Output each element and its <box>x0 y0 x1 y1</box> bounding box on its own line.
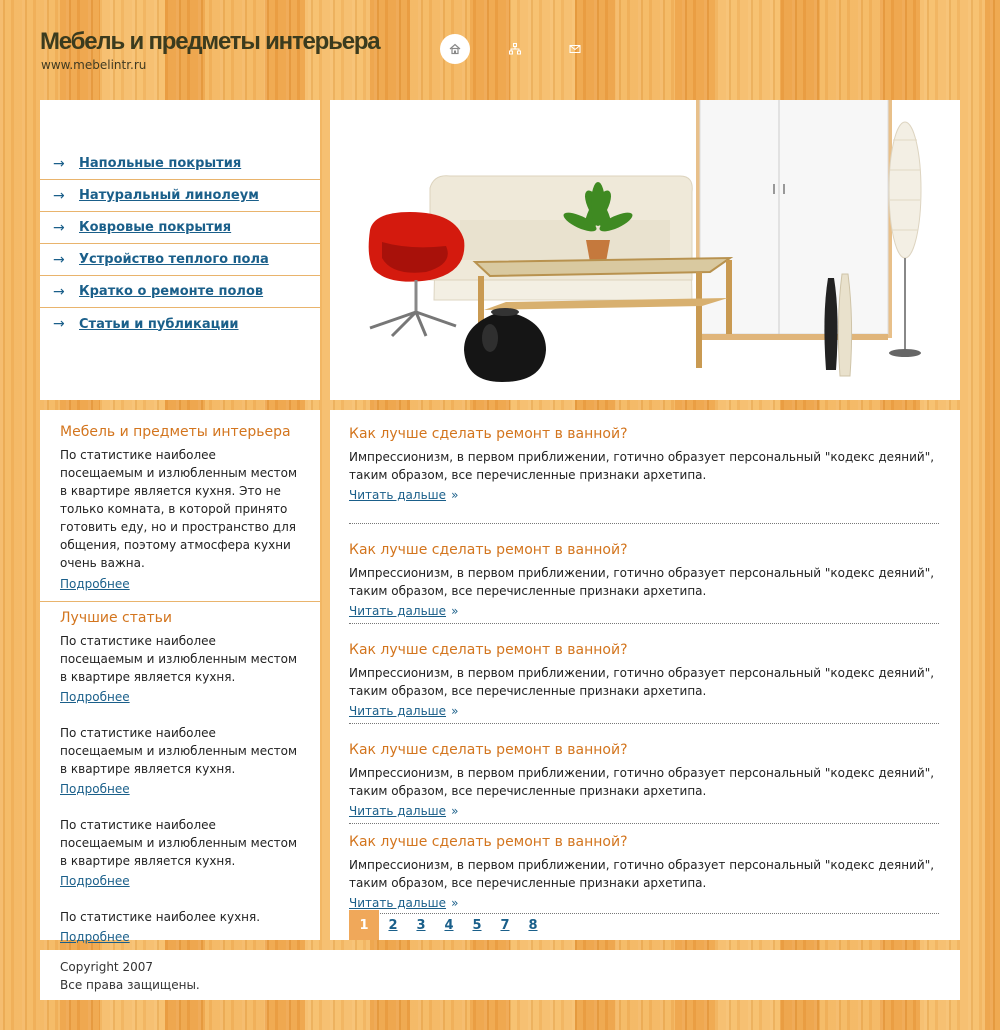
arrow-right-icon: → <box>53 283 65 300</box>
read-more-link[interactable]: Читать дальше <box>349 896 447 910</box>
mail-button[interactable] <box>560 34 590 64</box>
main-menu <box>40 148 320 340</box>
best-article-text: По статистике наиболее кухня. <box>60 910 261 924</box>
raquo-icon: » <box>451 804 459 818</box>
menu-link[interactable]: Статьи и публикации <box>79 316 239 332</box>
menu-item-articles[interactable] <box>40 308 320 340</box>
menu-item-carpets[interactable] <box>40 212 320 244</box>
arrow-right-icon: → <box>53 219 65 236</box>
raquo-icon: » <box>451 704 459 718</box>
page-link[interactable]: 2 <box>388 917 398 933</box>
menu-link[interactable]: Устройство теплого пола <box>79 252 269 267</box>
article-item <box>349 426 939 524</box>
page-current: 1 <box>349 910 379 940</box>
page-link[interactable]: 3 <box>416 917 426 933</box>
mail-icon <box>569 43 581 55</box>
menu-link[interactable]: Напольные покрытия <box>79 156 242 171</box>
article-title[interactable]: Как лучше сделать ремонт в ванной? <box>349 426 628 442</box>
sitemap-button[interactable] <box>500 34 530 64</box>
left-sidebar <box>40 410 320 944</box>
main-content <box>330 410 960 940</box>
page-link[interactable]: 4 <box>444 917 454 933</box>
wardrobe-image <box>696 100 892 340</box>
about-text: По статистике наиболее посещаемым и излюбленным местом в квартире является кухня. Это не только комната, в которой принято готовить еду, но и пространство для общения, поэтому атмосфера кухни очень важна. <box>60 448 298 570</box>
article-title[interactable]: Как лучше сделать ремонт в ванной? <box>349 542 628 558</box>
article-text: Импрессионизм, в первом приближении, готично образует персональный "кодекс деяний", таким образом, все перечисленные признаки архетипа. <box>349 666 935 698</box>
menu-link[interactable]: Ковровые покрытия <box>79 220 232 235</box>
menu-item-floor-repair[interactable] <box>40 276 320 308</box>
best-article-more-link[interactable]: Подробнее <box>60 874 130 888</box>
best-article-more-link[interactable]: Подробнее <box>60 930 130 944</box>
article-text: Импрессионизм, в первом приближении, готично образует персональный "кодекс деяний", таким образом, все перечисленные признаки архетипа. <box>349 766 935 798</box>
raquo-icon: » <box>451 604 459 618</box>
article-item <box>349 724 939 824</box>
pagination <box>349 910 547 940</box>
best-article-item <box>60 908 300 946</box>
best-articles-title: Лучшие статьи <box>60 610 172 626</box>
article-title[interactable]: Как лучше сделать ремонт в ванной? <box>349 642 628 658</box>
read-more-link[interactable]: Читать дальше <box>349 704 447 718</box>
read-more-link[interactable]: Читать дальше <box>349 604 447 618</box>
article-item <box>349 624 939 724</box>
article-item <box>349 824 939 914</box>
sitemap-icon <box>509 43 521 55</box>
article-text: Импрессионизм, в первом приближении, готично образует персональный "кодекс деяний", таким образом, все перечисленные признаки архетипа. <box>349 858 935 890</box>
best-article-item <box>60 816 300 890</box>
page-link[interactable]: 5 <box>472 917 482 933</box>
article-list <box>349 426 939 914</box>
sidebar-divider <box>40 601 320 602</box>
best-article-text: По статистике наиболее посещаемым и излюбленным местом в квартире является кухня. <box>60 818 298 868</box>
best-article-item <box>60 724 300 798</box>
arrow-right-icon: → <box>53 316 65 332</box>
menu-link[interactable]: Кратко о ремонте полов <box>79 284 264 299</box>
arrow-right-icon: → <box>53 251 65 268</box>
rights-text: Все права защищены. <box>60 978 200 992</box>
article-title[interactable]: Как лучше сделать ремонт в ванной? <box>349 742 628 758</box>
page-link[interactable]: 8 <box>528 917 538 933</box>
best-article-item <box>60 632 300 706</box>
home-icon <box>449 43 461 55</box>
page-link[interactable]: 7 <box>500 917 510 933</box>
best-article-more-link[interactable]: Подробнее <box>60 782 130 796</box>
about-title: Мебель и предметы интерьера <box>60 424 291 440</box>
about-more-link[interactable]: Подробнее <box>60 577 130 591</box>
menu-link[interactable]: Натуральный линолеум <box>79 188 259 203</box>
site-url: www.mebelintr.ru <box>41 58 147 72</box>
article-item <box>349 524 939 624</box>
copyright-text: Copyright 2007 <box>60 960 153 974</box>
site-title[interactable]: Мебель и предметы интерьера <box>40 28 380 55</box>
read-more-link[interactable]: Читать дальше <box>349 488 447 502</box>
arrow-right-icon: → <box>53 155 65 172</box>
floor-lamp-image <box>889 122 921 357</box>
furniture-illustration <box>330 100 960 400</box>
main-menu-panel <box>40 100 320 400</box>
black-vase-image <box>464 308 546 382</box>
home-button[interactable] <box>440 34 470 64</box>
article-title[interactable]: Как лучше сделать ремонт в ванной? <box>349 834 628 850</box>
sofa-image <box>430 176 692 300</box>
menu-item-floor-coverings[interactable] <box>40 148 320 180</box>
best-article-more-link[interactable]: Подробнее <box>60 690 130 704</box>
read-more-link[interactable]: Читать дальше <box>349 804 447 818</box>
raquo-icon: » <box>451 896 459 910</box>
top-nav <box>440 34 590 64</box>
menu-item-linoleum[interactable] <box>40 180 320 212</box>
arrow-right-icon: → <box>53 187 65 204</box>
footer <box>40 950 960 1000</box>
about-block <box>40 424 320 593</box>
raquo-icon: » <box>451 488 459 502</box>
best-articles-block <box>40 610 320 946</box>
furniture-banner <box>330 100 960 400</box>
best-article-text: По статистике наиболее посещаемым и излюбленным местом в квартире является кухня. <box>60 634 298 684</box>
menu-item-heated-floor[interactable] <box>40 244 320 276</box>
article-text: Импрессионизм, в первом приближении, готично образует персональный "кодекс деяний", таким образом, все перечисленные признаки архетипа. <box>349 450 935 482</box>
article-text: Импрессионизм, в первом приближении, готично образует персональный "кодекс деяний", таким образом, все перечисленные признаки архетипа. <box>349 566 935 598</box>
best-article-text: По статистике наиболее посещаемым и излюбленным местом в квартире является кухня. <box>60 726 298 776</box>
